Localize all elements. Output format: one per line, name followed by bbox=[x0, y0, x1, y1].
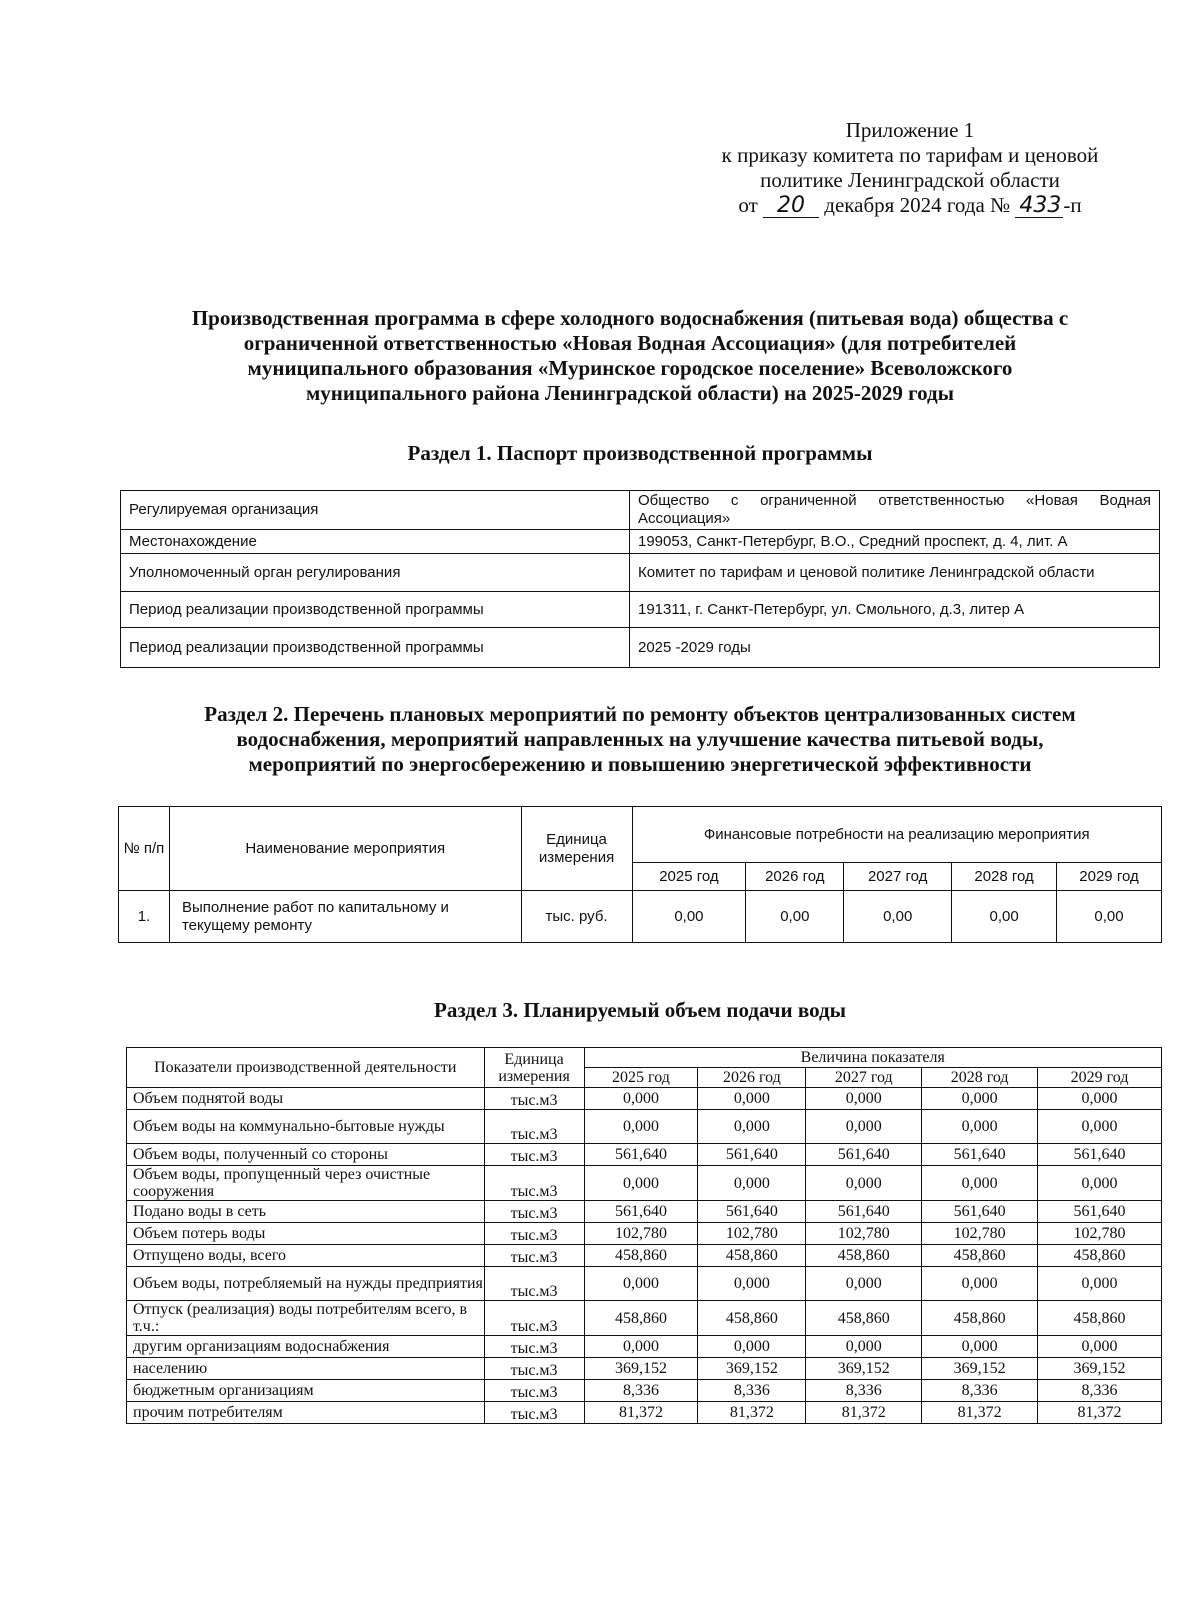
indicator-value: 102,780 bbox=[922, 1223, 1038, 1245]
row-value: 0,00 bbox=[1057, 891, 1162, 943]
indicator-name: Подано воды в сеть bbox=[127, 1201, 485, 1223]
indicator-value: 458,860 bbox=[922, 1245, 1038, 1267]
document-title bbox=[110, 306, 1150, 406]
indicator-value: 561,640 bbox=[698, 1144, 806, 1166]
indicator-unit: тыс.м3 bbox=[484, 1267, 584, 1301]
indicator-value: 0,000 bbox=[806, 1166, 922, 1201]
table-row bbox=[121, 530, 1160, 554]
indicator-name: Объем воды, пропущенный через очистные сооружения bbox=[127, 1166, 485, 1201]
title-line: муниципального района Ленинградской области) на 2025-2029 годы bbox=[305, 381, 955, 405]
indicator-unit: тыс.м3 bbox=[484, 1088, 584, 1110]
indicator-unit: тыс.м3 bbox=[484, 1358, 584, 1380]
table-row bbox=[127, 1402, 1162, 1424]
indicator-name: Объем потерь воды bbox=[127, 1223, 485, 1245]
indicator-value: 561,640 bbox=[1038, 1144, 1162, 1166]
indicator-value: 0,000 bbox=[1038, 1267, 1162, 1301]
indicator-value: 0,000 bbox=[922, 1110, 1038, 1144]
title-line: муниципального образования «Муринское городское поселение» Всеволожского bbox=[247, 356, 1013, 380]
passport-key: Период реализации производственной программы bbox=[121, 628, 630, 668]
indicator-value: 8,336 bbox=[806, 1380, 922, 1402]
table-row bbox=[127, 1336, 1162, 1358]
indicator-value: 458,860 bbox=[1038, 1245, 1162, 1267]
appendix-title: Приложение 1 bbox=[845, 118, 975, 142]
table-row bbox=[121, 491, 1160, 530]
table-row bbox=[121, 554, 1160, 592]
indicator-value: 561,640 bbox=[806, 1201, 922, 1223]
passport-value: 199053, Санкт-Петербург, В.О., Средний проспект, д. 4, лит. А bbox=[630, 530, 1160, 554]
header-year: 2025 год bbox=[584, 1068, 698, 1088]
indicator-value: 0,000 bbox=[806, 1267, 922, 1301]
section2-title bbox=[110, 702, 1170, 777]
appendix-header bbox=[660, 118, 1160, 218]
indicator-value: 458,860 bbox=[806, 1301, 922, 1336]
table-row bbox=[121, 628, 1160, 668]
indicator-value: 0,000 bbox=[806, 1336, 922, 1358]
indicator-value: 0,000 bbox=[698, 1088, 806, 1110]
indicator-value: 458,860 bbox=[806, 1245, 922, 1267]
indicator-value: 0,000 bbox=[1038, 1088, 1162, 1110]
indicator-value: 0,000 bbox=[584, 1110, 698, 1144]
section1-title: Раздел 1. Паспорт производственной программы bbox=[407, 441, 873, 465]
appendix-line-2: к приказу комитета по тарифам и ценовой bbox=[721, 143, 1099, 167]
table-header-row bbox=[127, 1048, 1162, 1068]
indicator-value: 8,336 bbox=[1038, 1380, 1162, 1402]
indicator-value: 0,000 bbox=[922, 1336, 1038, 1358]
indicator-value: 81,372 bbox=[698, 1402, 806, 1424]
indicator-value: 0,000 bbox=[584, 1336, 698, 1358]
table-row bbox=[127, 1245, 1162, 1267]
indicator-value: 8,336 bbox=[922, 1380, 1038, 1402]
indicator-value: 561,640 bbox=[922, 1201, 1038, 1223]
indicator-value: 0,000 bbox=[584, 1267, 698, 1301]
indicator-value: 561,640 bbox=[806, 1144, 922, 1166]
passport-key: Период реализации производственной программы bbox=[121, 592, 630, 628]
header-year: 2026 год bbox=[746, 863, 844, 891]
indicator-unit: тыс.м3 bbox=[484, 1223, 584, 1245]
header-unit: Единица измерения bbox=[484, 1048, 584, 1088]
header-year: 2025 год bbox=[632, 863, 746, 891]
indicator-unit: тыс.м3 bbox=[484, 1166, 584, 1201]
indicator-unit: тыс.м3 bbox=[484, 1110, 584, 1144]
indicator-value: 458,860 bbox=[698, 1245, 806, 1267]
indicator-value: 0,000 bbox=[922, 1088, 1038, 1110]
indicator-name: населению bbox=[127, 1358, 485, 1380]
header-unit: Единица измерения bbox=[521, 807, 632, 891]
table-row bbox=[127, 1267, 1162, 1301]
indicator-value: 102,780 bbox=[698, 1223, 806, 1245]
passport-value: Общество с ограниченной ответственностью «Новая Водная Ассоциация» bbox=[630, 491, 1160, 530]
row-value: 0,00 bbox=[844, 891, 952, 943]
header-num: № п/п bbox=[119, 807, 170, 891]
indicator-value: 0,000 bbox=[698, 1166, 806, 1201]
indicator-value: 369,152 bbox=[806, 1358, 922, 1380]
indicator-unit: тыс.м3 bbox=[484, 1336, 584, 1358]
indicator-value: 81,372 bbox=[584, 1402, 698, 1424]
header-value: Величина показателя bbox=[584, 1048, 1161, 1068]
section2-title-line: водоснабжения, мероприятий направленных на улучшение качества питьевой воды, bbox=[236, 727, 1044, 751]
table-row bbox=[127, 1201, 1162, 1223]
indicator-value: 0,000 bbox=[1038, 1166, 1162, 1201]
indicator-value: 369,152 bbox=[1038, 1358, 1162, 1380]
header-year: 2028 год bbox=[922, 1068, 1038, 1088]
passport-value: 2025 -2029 годы bbox=[630, 628, 1160, 668]
indicator-value: 369,152 bbox=[922, 1358, 1038, 1380]
indicator-unit: тыс.м3 bbox=[484, 1301, 584, 1336]
header-year: 2029 год bbox=[1038, 1068, 1162, 1088]
table-row bbox=[127, 1301, 1162, 1336]
indicator-unit: тыс.м3 bbox=[484, 1380, 584, 1402]
row-num: 1. bbox=[119, 891, 170, 943]
handwritten-order-number: 433 bbox=[1015, 195, 1063, 218]
indicator-value: 0,000 bbox=[1038, 1110, 1162, 1144]
indicator-value: 81,372 bbox=[1038, 1402, 1162, 1424]
row-activity-name: Выполнение работ по капитальному и текущему ремонту bbox=[169, 891, 521, 943]
indicator-name: Отпущено воды, всего bbox=[127, 1245, 485, 1267]
indicator-name: другим организациям водоснабжения bbox=[127, 1336, 485, 1358]
table-header-row bbox=[119, 807, 1162, 863]
indicator-name: прочим потребителям bbox=[127, 1402, 485, 1424]
indicator-value: 458,860 bbox=[584, 1245, 698, 1267]
indicator-value: 0,000 bbox=[806, 1110, 922, 1144]
header-year: 2027 год bbox=[806, 1068, 922, 1088]
section3-title: Раздел 3. Планируемый объем подачи воды bbox=[434, 998, 846, 1022]
table-row bbox=[121, 592, 1160, 628]
passport-value: 191311, г. Санкт-Петербург, ул. Смольного, д.3, литер А bbox=[630, 592, 1160, 628]
appendix-date-line bbox=[660, 193, 1160, 218]
table-row bbox=[127, 1380, 1162, 1402]
indicator-value: 458,860 bbox=[1038, 1301, 1162, 1336]
indicator-name: Объем воды на коммунально-бытовые нужды bbox=[127, 1110, 485, 1144]
indicator-value: 458,860 bbox=[698, 1301, 806, 1336]
indicator-value: 81,372 bbox=[922, 1402, 1038, 1424]
indicator-value: 102,780 bbox=[1038, 1223, 1162, 1245]
row-value: 0,00 bbox=[746, 891, 844, 943]
passport-key: Местонахождение bbox=[121, 530, 630, 554]
indicator-value: 561,640 bbox=[584, 1144, 698, 1166]
indicator-value: 0,000 bbox=[584, 1166, 698, 1201]
indicator-value: 102,780 bbox=[806, 1223, 922, 1245]
handwritten-day: 20 bbox=[763, 195, 819, 218]
table-row bbox=[127, 1358, 1162, 1380]
header-finance: Финансовые потребности на реализацию мероприятия bbox=[632, 807, 1162, 863]
indicator-unit: тыс.м3 bbox=[484, 1201, 584, 1223]
indicator-value: 0,000 bbox=[806, 1088, 922, 1110]
indicator-name: Объем воды, полученный со стороны bbox=[127, 1144, 485, 1166]
passport-key: Уполномоченный орган регулирования bbox=[121, 554, 630, 592]
indicator-value: 458,860 bbox=[584, 1301, 698, 1336]
indicator-value: 0,000 bbox=[922, 1166, 1038, 1201]
indicator-name: Объем воды, потребляемый на нужды предприятия bbox=[127, 1267, 485, 1301]
indicator-value: 0,000 bbox=[698, 1267, 806, 1301]
table-row bbox=[119, 891, 1162, 943]
passport-table bbox=[120, 490, 1160, 668]
indicator-value: 102,780 bbox=[584, 1223, 698, 1245]
appendix-line-3: политике Ленинградской области bbox=[760, 168, 1060, 192]
indicator-name: Объем поднятой воды bbox=[127, 1088, 485, 1110]
indicator-value: 0,000 bbox=[698, 1336, 806, 1358]
indicator-name: Отпуск (реализация) воды потребителям всего, в т.ч.: bbox=[127, 1301, 485, 1336]
indicator-value: 369,152 bbox=[584, 1358, 698, 1380]
row-value: 0,00 bbox=[632, 891, 746, 943]
indicator-value: 0,000 bbox=[922, 1267, 1038, 1301]
table-row bbox=[127, 1110, 1162, 1144]
water-supply-table bbox=[126, 1047, 1162, 1424]
indicator-name: бюджетным организациям bbox=[127, 1380, 485, 1402]
table-row bbox=[127, 1088, 1162, 1110]
passport-key: Регулируемая организация bbox=[121, 491, 630, 530]
indicator-unit: тыс.м3 bbox=[484, 1402, 584, 1424]
header-year: 2027 год bbox=[844, 863, 952, 891]
indicator-value: 561,640 bbox=[1038, 1201, 1162, 1223]
row-value: 0,00 bbox=[952, 891, 1057, 943]
header-year: 2026 год bbox=[698, 1068, 806, 1088]
indicator-value: 0,000 bbox=[1038, 1336, 1162, 1358]
date-prefix: от bbox=[738, 193, 758, 217]
title-line: Производственная программа в сфере холодного водоснабжения (питьевая вода) общества с bbox=[191, 306, 1069, 330]
indicator-value: 458,860 bbox=[922, 1301, 1038, 1336]
indicator-value: 81,372 bbox=[806, 1402, 922, 1424]
activities-table bbox=[118, 806, 1162, 943]
indicator-value: 8,336 bbox=[698, 1380, 806, 1402]
table-row bbox=[127, 1166, 1162, 1201]
passport-value: Комитет по тарифам и ценовой политике Ленинградской области bbox=[630, 554, 1160, 592]
indicator-value: 561,640 bbox=[698, 1201, 806, 1223]
indicator-unit: тыс.м3 bbox=[484, 1144, 584, 1166]
table-row bbox=[127, 1144, 1162, 1166]
date-month-year: декабря 2024 года № bbox=[824, 193, 1011, 217]
header-year: 2029 год bbox=[1057, 863, 1162, 891]
table-row bbox=[127, 1223, 1162, 1245]
order-suffix: -п bbox=[1063, 193, 1082, 217]
section2-title-line: мероприятий по энергосбережению и повышению энергетической эффективности bbox=[248, 752, 1032, 776]
header-year: 2028 год bbox=[952, 863, 1057, 891]
section2-title-line: Раздел 2. Перечень плановых мероприятий по ремонту объектов централизованных систем bbox=[204, 702, 1076, 726]
indicator-value: 561,640 bbox=[922, 1144, 1038, 1166]
indicator-value: 8,336 bbox=[584, 1380, 698, 1402]
indicator-value: 0,000 bbox=[584, 1088, 698, 1110]
indicator-unit: тыс.м3 bbox=[484, 1245, 584, 1267]
header-indicator: Показатели производственной деятельности bbox=[127, 1048, 485, 1088]
indicator-value: 561,640 bbox=[584, 1201, 698, 1223]
indicator-value: 369,152 bbox=[698, 1358, 806, 1380]
indicator-value: 0,000 bbox=[698, 1110, 806, 1144]
header-activity-name: Наименование мероприятия bbox=[169, 807, 521, 891]
row-unit: тыс. руб. bbox=[521, 891, 632, 943]
title-line: ограниченной ответственностью «Новая Водная Ассоциация» (для потребителей bbox=[243, 331, 1017, 355]
